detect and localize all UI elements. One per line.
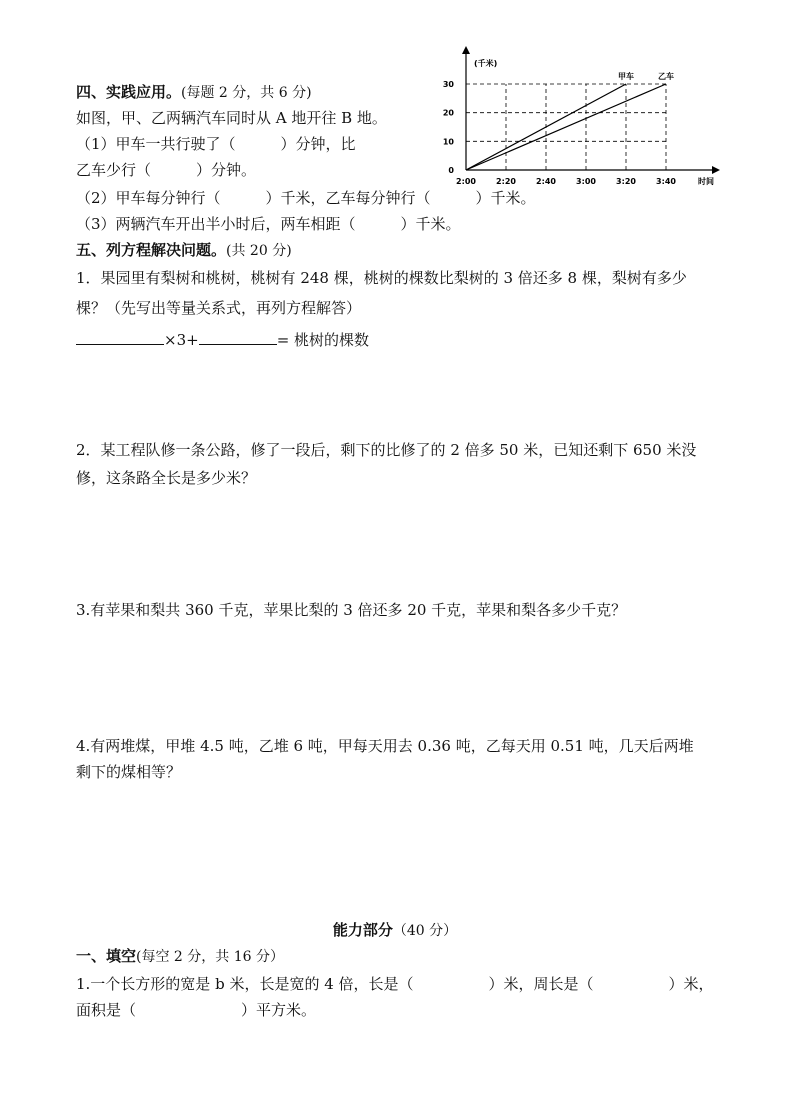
section5-heading-row bbox=[76, 240, 292, 261]
series-line bbox=[466, 84, 666, 170]
chart-series bbox=[466, 71, 674, 170]
section4-q3: （3）两辆汽车开出半小时后，两车相距（ ）千米。 bbox=[76, 215, 461, 233]
series-label: 甲车 bbox=[618, 72, 634, 81]
section4-heading-row bbox=[76, 82, 312, 103]
problem1-line2: 棵？（先写出等量关系式，再列方程解答） bbox=[76, 299, 362, 317]
section5-heading-note: (共 20 分) bbox=[226, 243, 292, 259]
ability-title-note: （40 分） bbox=[392, 923, 458, 939]
x-tick-label: 2:20 bbox=[496, 177, 516, 186]
problem1-line1: 1．果园里有梨树和桃树，桃树有 248 棵，桃树的棵数比梨树的 3 倍还多 8 棵，梨树有多少 bbox=[76, 269, 687, 287]
section4-q1-line1: （1）甲车一共行驶了（ ）分钟，比 bbox=[76, 135, 356, 153]
y-tick-label: 30 bbox=[442, 80, 454, 89]
y-axis-arrow bbox=[462, 46, 470, 54]
problem2-line2: 修，这条路全长是多少米？ bbox=[76, 469, 257, 487]
equation-end: = 桃树的棵数 bbox=[276, 331, 370, 349]
x-tick-label: 3:40 bbox=[656, 177, 676, 186]
y-tick-label: 20 bbox=[442, 108, 454, 118]
problem3: 3.有苹果和梨共 360 千克，苹果比梨的 3 倍还多 20 千克，苹果和梨各多少千克？ bbox=[76, 601, 627, 619]
fill-heading-note: (每空 2 分，共 16 分） bbox=[136, 949, 284, 965]
ability-title-row bbox=[0, 920, 790, 941]
fill1-line1: 1.一个长方形的宽是 b 米，长是宽的 4 倍，长是（ ）米，周长是（ ）米， bbox=[76, 975, 714, 993]
x-tick-label: 2:00 bbox=[456, 177, 476, 186]
equation-mid: ×3+ bbox=[164, 331, 199, 349]
x-axis-arrow bbox=[712, 166, 720, 174]
section4-heading-note: (每题 2 分，共 6 分) bbox=[181, 85, 312, 101]
section4-heading: 四、实践应用。 bbox=[76, 83, 182, 101]
x-tick-label: 2:40 bbox=[536, 177, 556, 186]
answer-blank[interactable] bbox=[199, 330, 277, 345]
problem4-line2: 剩下的煤相等？ bbox=[76, 763, 182, 781]
answer-blank[interactable] bbox=[76, 330, 164, 345]
section5-heading: 五、列方程解决问题。 bbox=[76, 241, 227, 259]
y-tick-label: 10 bbox=[442, 137, 454, 147]
x-tick-label: 3:00 bbox=[576, 177, 596, 186]
x-axis-label: 时间 bbox=[698, 177, 714, 186]
distance-time-chart bbox=[442, 44, 725, 190]
section4-intro: 如图，甲、乙两辆汽车同时从 A 地开往 B 地。 bbox=[76, 109, 387, 127]
section4-q2: （2）甲车每分钟行（ ）千米，乙车每分钟行（ ）千米。 bbox=[76, 189, 536, 207]
series-label: 乙车 bbox=[658, 72, 674, 81]
ability-title: 能力部分 bbox=[332, 921, 393, 939]
problem4-line1: 4.有两堆煤，甲堆 4.5 吨，乙堆 6 吨，甲每天用去 0.36 吨，乙每天用 0.51 吨，几天后两堆 bbox=[76, 737, 694, 755]
problem1-equation bbox=[76, 330, 369, 350]
x-tick-label: 3:20 bbox=[616, 177, 636, 186]
section4-q1-line2: 乙车少行（ ）分钟。 bbox=[76, 161, 257, 179]
fill1-line2: 面积是（ ）平方米。 bbox=[76, 1001, 317, 1019]
fill-heading-row bbox=[76, 946, 284, 967]
fill-heading: 一、填空 bbox=[76, 947, 137, 965]
y-axis-label: (千米) bbox=[474, 59, 498, 68]
y-tick-label: 0 bbox=[448, 166, 454, 175]
problem2-line1: 2．某工程队修一条公路，修了一段后，剩下的比修了的 2 倍多 50 米，已知还剩下 650 米没 bbox=[76, 441, 697, 459]
